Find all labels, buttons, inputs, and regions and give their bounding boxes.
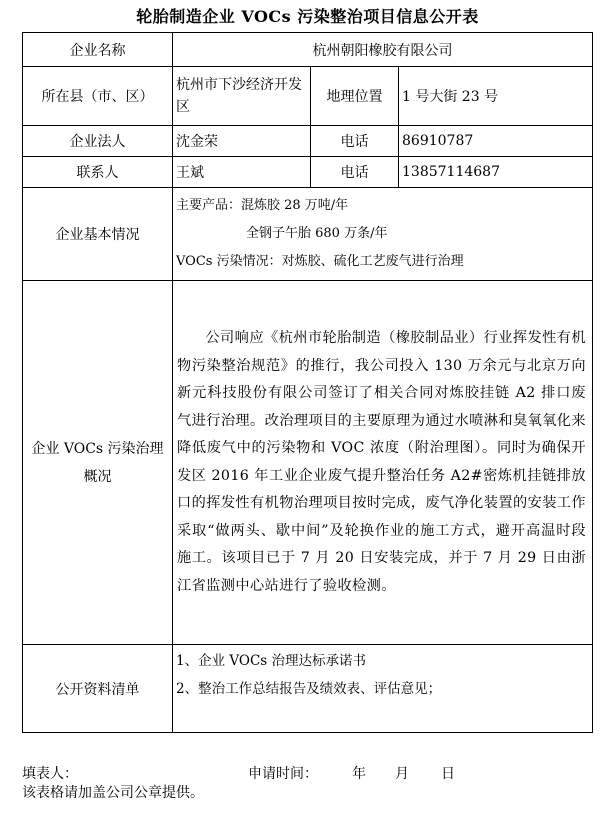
info-table <box>22 32 593 733</box>
row-governance <box>23 281 593 645</box>
year-label: 年 <box>352 766 366 782</box>
contact-phone-value: 13857114687 <box>399 157 593 188</box>
company-name-value: 杭州朝阳橡胶有限公司 <box>173 33 593 67</box>
governance-label-line1: 企业 VOCs 污染治理 <box>31 440 164 457</box>
location-label: 地理位置 <box>311 67 399 126</box>
footer-sign-line <box>22 763 592 783</box>
row-company <box>23 33 593 67</box>
disclosure-content <box>173 645 593 733</box>
basic-line-vocs: VOCs 污染情况：对炼胶、硫化工艺废气进行治理 <box>176 254 464 269</box>
row-basic <box>23 188 593 281</box>
county-label: 所在县（市、区） <box>23 67 173 126</box>
row-county <box>23 67 593 126</box>
filler-label: 填表人： <box>22 766 78 782</box>
disclosure-label: 公开资料清单 <box>23 645 173 733</box>
legal-rep-value: 沈金荣 <box>173 126 311 157</box>
basic-line-products: 主要产品：混炼胶 28 万吨/年 <box>176 198 349 213</box>
apply-time-label: 申请时间： <box>248 766 318 782</box>
basic-info-content <box>173 188 593 281</box>
legal-phone-value: 86910787 <box>399 126 593 157</box>
governance-label-line2: 概况 <box>83 468 112 485</box>
location-value: 1 号大街 23 号 <box>399 67 593 126</box>
footer-note: 该表格请加盖公司公章提供。 <box>22 785 204 801</box>
basic-info-label: 企业基本情况 <box>23 188 173 281</box>
disclosure-item-1: 1、企业 VOCs 治理达标承诺书 <box>176 653 367 669</box>
governance-label <box>23 281 173 645</box>
contact-value: 王斌 <box>173 157 311 188</box>
basic-line-tires: 全钢子午胎 680 万条/年 <box>246 226 388 241</box>
contact-label: 联系人 <box>23 157 173 188</box>
legal-phone-label: 电话 <box>311 126 399 157</box>
county-value: 杭州市下沙经济开发区 <box>173 67 311 126</box>
contact-phone-label: 电话 <box>311 157 399 188</box>
month-label: 月 <box>395 766 409 782</box>
legal-rep-label: 企业法人 <box>23 126 173 157</box>
row-disclosure <box>23 645 593 733</box>
governance-text: 公司响应《杭州市轮胎制造（橡胶制品业）行业挥发性有机物污染整治规范》的推行，我公司投入 130 万余元与北京万向新元科技股份有限公司签订了相关合同对炼胶挂链 A2 排口废气进行治理。改治理项目的主要原理为通过水喷淋和臭氧氧化来降低废气中的污染物和 VOC 浓度（附治理图）。同时为确保开发区 2016 年工业企业废气提升整治任务 A2#密炼机挂链排放口的挥发性有机物治理项目按时完成，废气净化装置的安装工作采取“做两头、歇中间”及轮换作业的施工方式，避开高温时段施工。该项目已于 7 月 20 日安装完成，并于 7 月 29 日由浙江省监测中心站进行了验收检测。 <box>173 281 593 645</box>
row-legal <box>23 126 593 157</box>
day-label: 日 <box>441 766 455 782</box>
row-contact <box>23 157 593 188</box>
disclosure-item-2: 2、整治工作总结报告及绩效表、评估意见； <box>176 681 442 697</box>
company-name-label: 企业名称 <box>23 33 173 67</box>
form-title: 轮胎制造企业 VOCs 污染整治项目信息公开表 <box>136 7 479 26</box>
